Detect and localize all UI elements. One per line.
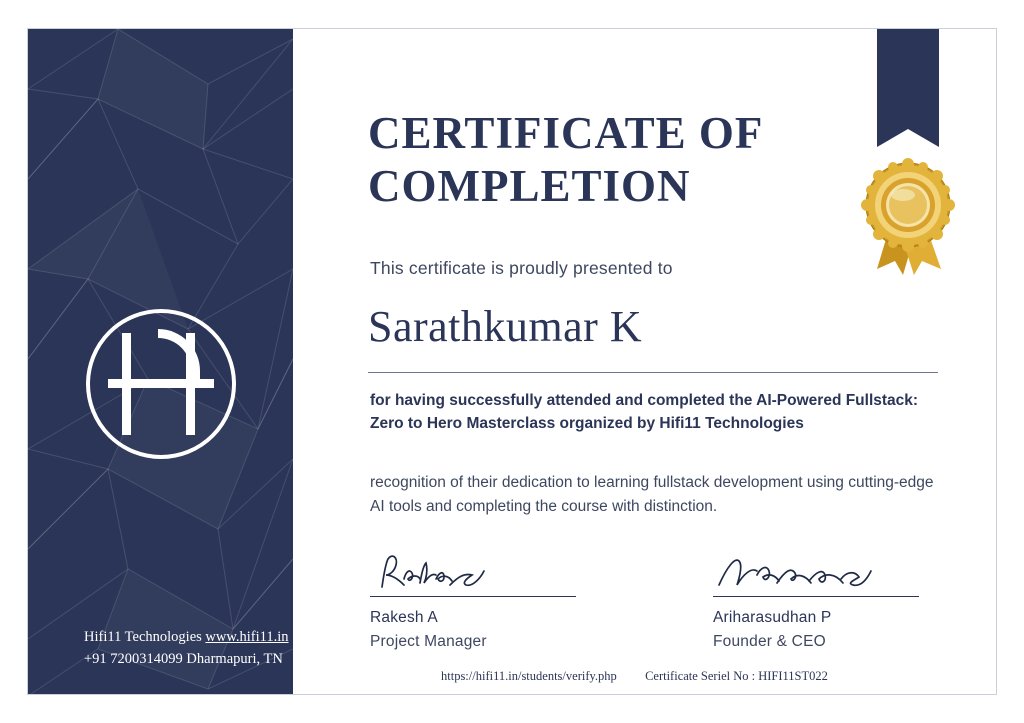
company-name: Hifi11 Technologies [84,629,202,645]
achievement-statement: for having successfully attended and completed the AI-Powered Fullstack: Zero to Hero Masterclass organized by Hifi11 Technologies [370,392,919,432]
signature-block-left [370,549,590,651]
certificate-document [27,28,997,695]
verification-footer [441,669,828,684]
recipient-name: Sarathkumar K [368,302,643,351]
verify-url[interactable]: https://hifi11.in/students/verify.php [441,669,617,683]
page-title: CERTIFICATE OF COMPLETION [368,108,762,211]
signature-line [713,596,919,597]
signature-line [370,596,576,597]
signatory-name: Rakesh A [370,609,438,626]
recognition-statement: recognition of their dedication to learning fullstack development using cutting-edge AI tools and completing the course with distinction. [370,474,934,515]
company-line [84,626,289,648]
certificate-content [293,29,996,694]
company-website[interactable]: www.hifi11.in [205,629,289,645]
signatory-role: Project Manager [370,633,487,650]
signature-mark-icon [370,549,590,594]
company-contact: +91 7200314099 Dharmapuri, TN [84,651,283,667]
panel-footer [84,626,289,670]
signature-mark-icon [713,549,933,594]
hifi11-logo-icon [86,309,236,459]
logo-container [28,309,293,459]
presented-to-label: This certificate is proudly presented to [370,258,673,278]
signatory-name: Ariharasudhan P [713,609,832,626]
recipient-underline [368,372,938,373]
left-decorative-panel [28,29,293,694]
signature-block-right [713,549,933,651]
certificate-serial: Certificate Seriel No : HIFI11ST022 [645,669,828,683]
signatory-role: Founder & CEO [713,633,826,650]
